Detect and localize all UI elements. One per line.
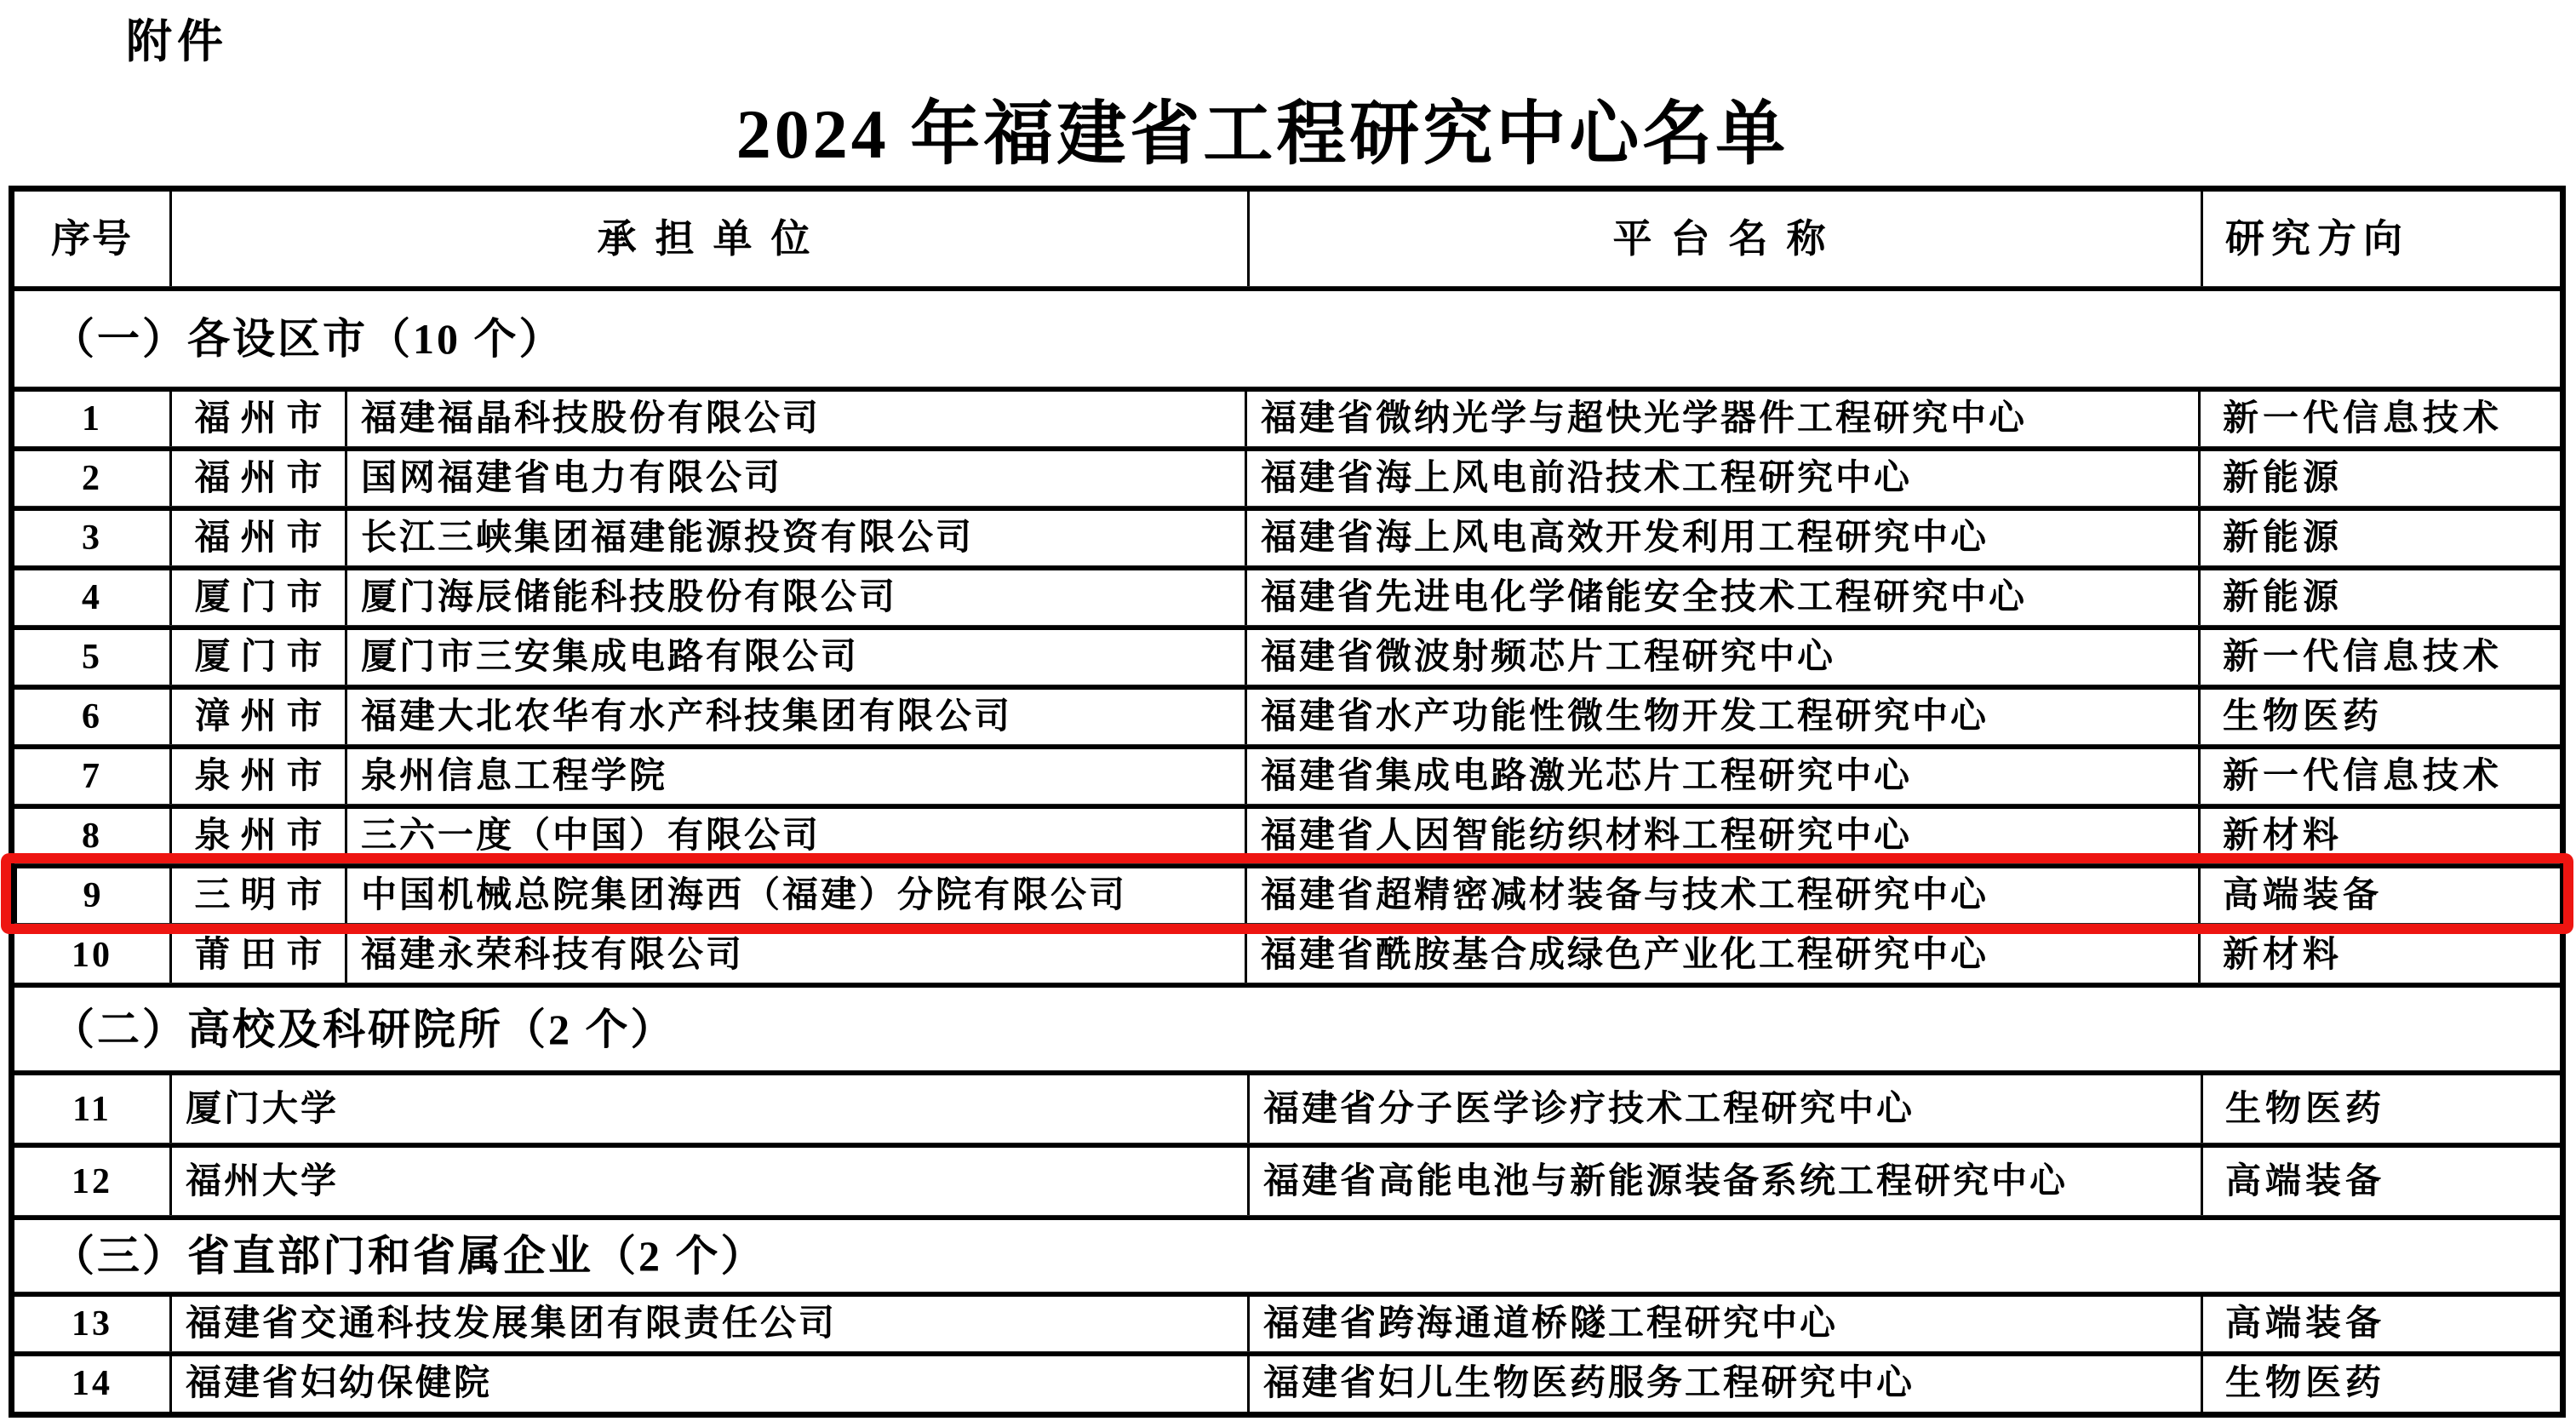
section-heading-2 <box>14 983 2560 1071</box>
cell-platform: 福建省先进电化学储能安全技术工程研究中心 <box>1245 570 2198 626</box>
research-centers-table <box>9 186 2566 1418</box>
cell-index: 12 <box>72 1161 112 1201</box>
table-row <box>14 1143 2560 1216</box>
cell-unit: 福建省交通科技发展集团有限责任公司 <box>169 1297 1247 1352</box>
table-row <box>14 387 2560 447</box>
cell-city: 福州市 <box>169 451 345 507</box>
cell-direction: 高端装备 <box>2198 868 2560 924</box>
section-heading-label: （一）各设区市（10 个） <box>52 315 564 364</box>
cell-direction: 新材料 <box>2198 809 2560 864</box>
table-row <box>14 745 2560 805</box>
cell-city: 泉州市 <box>169 749 345 805</box>
table-row <box>14 685 2560 745</box>
cell-platform: 福建省水产功能性微生物开发工程研究中心 <box>1245 690 2198 745</box>
cell-index: 1 <box>82 399 102 439</box>
cell-index: 14 <box>72 1364 112 1404</box>
cell-index: 5 <box>82 638 102 678</box>
cell-platform: 福建省微波射频芯片工程研究中心 <box>1245 630 2198 685</box>
table-row <box>14 566 2560 626</box>
cell-index: 7 <box>82 757 102 797</box>
cell-direction: 生物医药 <box>2198 690 2560 745</box>
attachment-label: 附件 <box>126 16 228 67</box>
cell-direction: 生物医药 <box>2201 1356 2560 1412</box>
cell-city: 厦门市 <box>169 570 345 626</box>
cell-platform: 福建省海上风电前沿技术工程研究中心 <box>1245 451 2198 507</box>
cell-direction: 新材料 <box>2198 928 2560 983</box>
cell-unit: 厦门市三安集成电路有限公司 <box>345 630 1245 685</box>
table-row <box>14 447 2560 507</box>
cell-unit: 中国机械总院集团海西（福建）分院有限公司 <box>345 868 1245 924</box>
cell-platform: 福建省酰胺基合成绿色产业化工程研究中心 <box>1245 928 2198 983</box>
cell-direction: 新能源 <box>2198 570 2560 626</box>
cell-index: 4 <box>82 578 102 618</box>
table-row <box>14 924 2560 983</box>
cell-index: 11 <box>72 1089 112 1129</box>
cell-index: 6 <box>82 697 102 737</box>
cell-unit: 福建省妇幼保健院 <box>169 1356 1247 1412</box>
cell-platform: 福建省微纳光学与超快光学器件工程研究中心 <box>1245 392 2198 447</box>
cell-unit: 长江三峡集团福建能源投资有限公司 <box>345 511 1245 566</box>
cell-platform: 福建省海上风电高效开发利用工程研究中心 <box>1245 511 2198 566</box>
cell-unit: 福建福晶科技股份有限公司 <box>345 392 1245 447</box>
cell-direction: 新能源 <box>2198 451 2560 507</box>
cell-platform: 福建省高能电池与新能源装备系统工程研究中心 <box>1247 1148 2201 1216</box>
table-row <box>14 626 2560 685</box>
header-index: 序号 <box>51 217 133 261</box>
cell-unit: 福建永荣科技有限公司 <box>345 928 1245 983</box>
header-direction: 研究方向 <box>2201 192 2560 287</box>
cell-unit: 厦门大学 <box>169 1075 1247 1143</box>
cell-direction: 新一代信息技术 <box>2198 630 2560 685</box>
cell-direction: 新能源 <box>2198 511 2560 566</box>
cell-city: 福州市 <box>169 511 345 566</box>
cell-unit: 泉州信息工程学院 <box>345 749 1245 805</box>
cell-index: 9 <box>14 868 169 924</box>
cell-platform: 福建省集成电路激光芯片工程研究中心 <box>1245 749 2198 805</box>
table-row <box>14 1071 2560 1143</box>
cell-index: 13 <box>72 1304 112 1344</box>
section-heading-label: （二）高校及科研院所（2 个） <box>52 1005 676 1053</box>
cell-direction: 新一代信息技术 <box>2198 749 2560 805</box>
cell-platform: 福建省跨海通道桥隧工程研究中心 <box>1247 1297 2201 1352</box>
cell-city: 福州市 <box>169 392 345 447</box>
table-row <box>14 507 2560 566</box>
table-row <box>14 1292 2560 1352</box>
header-unit: 承担单位 <box>169 192 1247 287</box>
table-header-row <box>14 192 2560 287</box>
cell-unit: 福建大北农华有水产科技集团有限公司 <box>345 690 1245 745</box>
cell-direction: 高端装备 <box>2201 1148 2560 1216</box>
cell-city: 泉州市 <box>169 809 345 864</box>
cell-platform: 福建省分子医学诊疗技术工程研究中心 <box>1247 1075 2201 1143</box>
cell-index: 3 <box>82 519 102 559</box>
cell-platform: 福建省人因智能纺织材料工程研究中心 <box>1245 809 2198 864</box>
cell-index: 10 <box>72 936 112 976</box>
cell-index: 8 <box>82 817 102 857</box>
cell-direction: 高端装备 <box>2201 1297 2560 1352</box>
cell-unit: 国网福建省电力有限公司 <box>345 451 1245 507</box>
table-row <box>14 1352 2560 1412</box>
table-row <box>14 805 2560 864</box>
cell-city: 莆田市 <box>169 928 345 983</box>
header-platform: 平台名称 <box>1247 192 2201 287</box>
cell-city: 厦门市 <box>169 630 345 685</box>
cell-platform: 福建省超精密减材装备与技术工程研究中心 <box>1245 868 2198 924</box>
cell-direction: 生物医药 <box>2201 1075 2560 1143</box>
cell-unit: 福州大学 <box>169 1148 1247 1216</box>
page-title: 2024 年福建省工程研究中心名单 <box>736 95 1789 173</box>
section-heading-3 <box>14 1216 2560 1292</box>
cell-direction: 新一代信息技术 <box>2198 392 2560 447</box>
table-row-highlighted <box>14 864 2560 924</box>
cell-city: 三明市 <box>169 868 345 924</box>
cell-unit: 三六一度（中国）有限公司 <box>345 809 1245 864</box>
cell-index: 2 <box>82 459 102 499</box>
cell-unit: 厦门海辰储能科技股份有限公司 <box>345 570 1245 626</box>
section-heading-label: （三）省直部门和省属企业（2 个） <box>52 1232 766 1281</box>
section-heading-1 <box>14 287 2560 387</box>
cell-city: 漳州市 <box>169 690 345 745</box>
cell-platform: 福建省妇儿生物医药服务工程研究中心 <box>1247 1356 2201 1412</box>
